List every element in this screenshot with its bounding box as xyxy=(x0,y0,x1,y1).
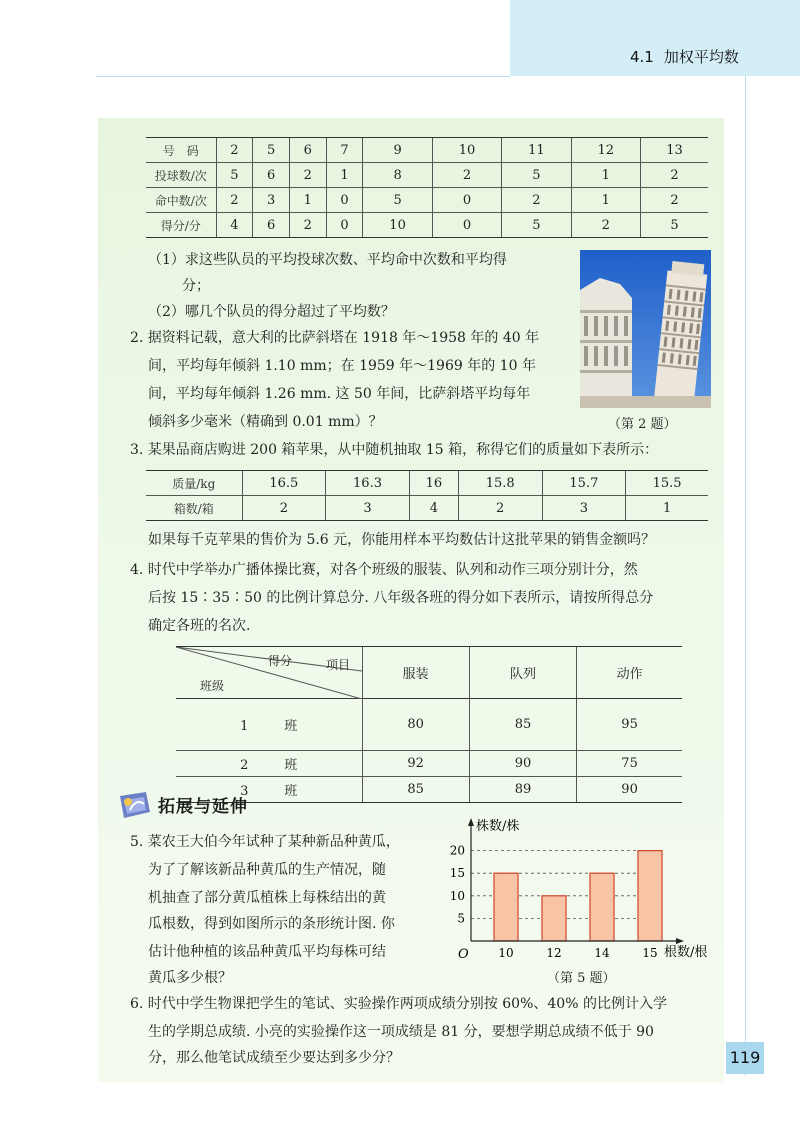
q5-line5: 估计他种植的该品种黄瓜平均每株可结 xyxy=(148,944,386,960)
stats-cell: 2 xyxy=(216,188,253,213)
q1-sub2: （2）哪几个队员的得分超过了平均数？ xyxy=(148,304,395,320)
y-tick-label: 15 xyxy=(449,866,465,881)
q3-line1: 3. 某果品商店购进 200 箱苹果，从中随机抽取 15 箱，称得它们的质量如下表所示： xyxy=(130,442,659,458)
x-tick-label: 12 xyxy=(546,946,562,960)
class-unit: 班 xyxy=(284,719,298,734)
stats-row xyxy=(146,213,708,238)
score-cell: 90 xyxy=(577,777,682,803)
stats-cell: 5 xyxy=(253,138,290,163)
q2-line3: 间，平均每年倾斜 1.26 mm. 这 50 年间，比萨斜塔平均每年 xyxy=(148,386,531,402)
stats-cell: 0 xyxy=(432,188,501,213)
weight-cell: 2 xyxy=(458,496,542,521)
table-corner-cell xyxy=(176,647,362,699)
stats-cell: 0 xyxy=(326,213,363,238)
class-row xyxy=(176,699,682,751)
weight-cell: 3 xyxy=(542,496,626,521)
y-axis-arrow xyxy=(468,818,474,826)
q6-line2: 生的学期总成绩. 小亮的实验操作这一项成绩是 81 分，要想学期总成绩不低于 90 xyxy=(148,1024,654,1040)
x-tick-label: 10 xyxy=(498,946,514,960)
stats-cell: 6 xyxy=(289,138,326,163)
stats-row-header: 号 码 xyxy=(146,138,216,163)
figure-caption-q2: （第 2 题） xyxy=(608,417,677,432)
class-number: 2 xyxy=(240,758,249,773)
q1-sub1-line1: （1）求这些队员的平均投球次数、平均命中次数和平均得 xyxy=(148,252,507,268)
weight-cell: 15.7 xyxy=(542,471,626,496)
bar-10 xyxy=(494,873,518,941)
stats-cell: 2 xyxy=(432,163,501,188)
bar-15 xyxy=(638,851,662,941)
header-formation: 队列 xyxy=(469,647,576,699)
stats-cell: 2 xyxy=(571,213,640,238)
page-number: 119 xyxy=(726,1042,764,1074)
x-axis-arrow xyxy=(676,938,684,944)
section-name: 加权平均数 xyxy=(663,48,739,66)
stats-row xyxy=(146,188,708,213)
q4-line2: 后按 15∶35∶50 的比例计算总分. 八年级各班的得分如下表所示，请按所得总分 xyxy=(148,590,654,606)
weight-row xyxy=(146,471,708,496)
q3-line2: 如果每千克苹果的售价为 5.6 元，你能用样本平均数估计这批苹果的销售金额吗？ xyxy=(148,532,656,548)
weight-cell: 16.5 xyxy=(242,471,326,496)
score-cell: 80 xyxy=(362,699,469,751)
stats-cell: 12 xyxy=(571,138,640,163)
stats-cell: 2 xyxy=(289,213,326,238)
q2-line2: 间，平均每年倾斜 1.10 mm；在 1959 年～1969 年的 10 年 xyxy=(148,358,536,374)
stats-cell: 5 xyxy=(641,213,709,238)
stats-cell: 11 xyxy=(502,138,571,163)
score-cell: 95 xyxy=(577,699,682,751)
stats-cell: 5 xyxy=(502,163,571,188)
header-rule xyxy=(96,76,510,77)
score-cell: 89 xyxy=(469,777,576,803)
q5-line3: 机抽查了部分黄瓜植株上每株结出的黄 xyxy=(148,890,386,906)
q5-line1: 5. 菜农王大伯今年试种了某种新品种黄瓜， xyxy=(130,834,400,850)
class-number: 1 xyxy=(240,719,249,734)
header-movement: 动作 xyxy=(577,647,682,699)
bar-14 xyxy=(590,873,614,941)
score-cell: 75 xyxy=(577,751,682,777)
class-score-table xyxy=(176,646,682,803)
stats-cell: 10 xyxy=(363,213,432,238)
weight-row xyxy=(146,496,708,521)
stats-cell: 1 xyxy=(326,163,363,188)
stats-cell: 1 xyxy=(289,188,326,213)
weight-row-header: 质量/kg xyxy=(146,471,242,496)
score-cell: 90 xyxy=(469,751,576,777)
stats-cell: 3 xyxy=(253,188,290,213)
section-number: 4.1 xyxy=(630,48,654,66)
q5-line2: 为了了解该新品种黄瓜的生产情况，随 xyxy=(148,862,386,878)
class-name-cell xyxy=(176,751,362,777)
stats-cell: 4 xyxy=(216,213,253,238)
figure-caption-q5: （第 5 题） xyxy=(547,971,616,986)
q2-line4: 倾斜多少毫米（精确到 0.01 mm）？ xyxy=(148,414,383,430)
apple-weight-table xyxy=(146,470,708,521)
stats-cell: 7 xyxy=(326,138,363,163)
weight-cell: 16.3 xyxy=(326,471,410,496)
stats-cell: 8 xyxy=(363,163,432,188)
header-clothing: 服装 xyxy=(362,647,469,699)
x-tick-label: 14 xyxy=(594,946,610,960)
q1-sub1-line2: 分； xyxy=(182,278,210,294)
origin-label: O xyxy=(458,947,469,962)
y-tick-label: 5 xyxy=(457,911,465,926)
x-tick-label: 15 xyxy=(642,946,658,960)
weight-cell: 15.8 xyxy=(458,471,542,496)
score-cell: 92 xyxy=(362,751,469,777)
extension-title: 拓展与延伸 xyxy=(158,797,248,817)
q5-line6: 黄瓜多少根？ xyxy=(148,970,232,986)
class-name-cell xyxy=(176,699,362,751)
stats-cell: 13 xyxy=(641,138,709,163)
stats-row xyxy=(146,138,708,163)
stats-cell: 10 xyxy=(432,138,501,163)
stats-row-header: 得分/分 xyxy=(146,213,216,238)
leaning-tower-photo xyxy=(580,250,711,408)
q4-line1: 4. 时代中学举办广播体操比赛，对各个班级的服装、队列和动作三项分别计分，然 xyxy=(130,562,638,578)
y-tick-label: 10 xyxy=(449,888,465,903)
class-unit: 班 xyxy=(284,758,298,773)
player-stats-table xyxy=(146,137,708,238)
class-row xyxy=(176,777,682,803)
score-cell: 85 xyxy=(362,777,469,803)
stats-cell: 2 xyxy=(641,188,709,213)
x-axis-label: 根数/根 xyxy=(664,945,708,960)
corner-label-class: 班级 xyxy=(200,679,225,693)
weight-cell: 15.5 xyxy=(626,471,708,496)
stats-cell: 2 xyxy=(641,163,709,188)
stats-cell: 1 xyxy=(571,188,640,213)
weight-cell: 1 xyxy=(626,496,708,521)
q4-line3: 确定各班的名次. xyxy=(148,618,251,634)
stats-cell: 0 xyxy=(326,188,363,213)
stats-cell: 5 xyxy=(216,163,253,188)
stats-row-header: 投球数/次 xyxy=(146,163,216,188)
cucumber-bar-chart xyxy=(440,810,720,990)
weight-cell: 4 xyxy=(409,496,458,521)
bar-12 xyxy=(542,896,566,941)
stats-cell: 2 xyxy=(289,163,326,188)
q6-line1: 6. 时代中学生物课把学生的笔试、实验操作两项成绩分别按 60%、40% 的比例计入学 xyxy=(130,996,667,1012)
stats-cell: 2 xyxy=(502,188,571,213)
corner-label-score: 得分 xyxy=(268,654,293,668)
stats-cell: 1 xyxy=(571,163,640,188)
y-axis-label: 株数/株 xyxy=(476,819,520,834)
score-cell: 85 xyxy=(469,699,576,751)
class-unit: 班 xyxy=(284,784,298,799)
q2-line1: 2. 据资料记载，意大利的比萨斜塔在 1918 年～1958 年的 40 年 xyxy=(130,330,540,346)
stats-cell: 6 xyxy=(253,213,290,238)
weight-cell: 2 xyxy=(242,496,326,521)
stats-cell: 5 xyxy=(363,188,432,213)
side-rule xyxy=(745,76,746,1076)
class-number: 3 xyxy=(240,784,249,799)
stats-cell: 0 xyxy=(432,213,501,238)
class-row xyxy=(176,751,682,777)
weight-cell: 3 xyxy=(326,496,410,521)
q5-line4: 瓜根数，得到如图所示的条形统计图. 你 xyxy=(148,916,395,932)
weight-cell: 16 xyxy=(409,471,458,496)
stats-cell: 6 xyxy=(253,163,290,188)
q6-line3: 分，那么他笔试成绩至少要达到多少分？ xyxy=(148,1050,400,1066)
weight-row-header: 箱数/箱 xyxy=(146,496,242,521)
y-tick-label: 20 xyxy=(449,843,465,858)
extension-icon xyxy=(116,790,152,820)
stats-cell: 5 xyxy=(502,213,571,238)
section-title xyxy=(630,46,739,67)
stats-cell: 2 xyxy=(216,138,253,163)
corner-label-item: 项目 xyxy=(326,658,351,672)
stats-row-header: 命中数/次 xyxy=(146,188,216,213)
stats-cell: 9 xyxy=(363,138,432,163)
stats-row xyxy=(146,163,708,188)
